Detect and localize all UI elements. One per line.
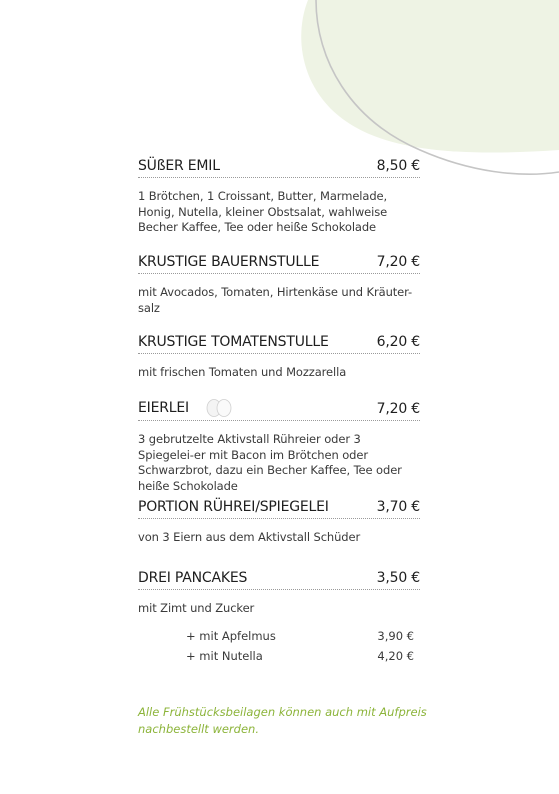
menu-item-portion-ruehrei (138, 499, 420, 570)
eggs-icon (205, 399, 233, 417)
extra-item-apfelmus (138, 629, 420, 644)
extra-price: 3,90 € (377, 628, 414, 643)
menu-item-name: SÜßER EMIL (138, 158, 220, 174)
menu-item-krustige-bauernstulle (138, 254, 420, 334)
menu-item-price: 3,70 € (376, 499, 420, 515)
breakfast-menu (138, 158, 420, 669)
menu-item-description: mit Zimt und Zucker (138, 601, 255, 615)
extras-list (138, 629, 420, 664)
menu-item-name: KRUSTIGE TOMATENSTULLE (138, 334, 329, 350)
footnote: Alle Frühstücksbeilagen können auch mit Aufpreis nachbestellt werden. (138, 705, 427, 736)
menu-item-name: PORTION RÜHREI/SPIEGELEI (138, 499, 329, 515)
menu-item-krustige-tomatenstulle (138, 334, 420, 399)
menu-item-header (138, 254, 420, 274)
menu-item-description: von 3 Eiern aus dem Aktivstall Schüder (138, 530, 361, 544)
menu-item-price: 8,50 € (376, 158, 420, 174)
menu-item-name: DREI PANCAKES (138, 570, 248, 586)
extra-price: 4,20 € (377, 648, 414, 663)
menu-item-header (138, 158, 420, 178)
menu-item-price: 7,20 € (376, 401, 420, 417)
menu-item-header (138, 570, 420, 590)
menu-item-description: 3 gebrutzelte Aktivstall Rühreier oder 3 Spiegelei-er mit Bacon im Brötchen oder Schwarzbrot, dazu ein Becher Kaffee, Tee oder heiße Schokolade (138, 432, 402, 493)
extra-label: + mit Nutella (186, 648, 263, 663)
extra-item-nutella (138, 649, 420, 664)
menu-item-name (138, 399, 233, 417)
menu-item-header (138, 334, 420, 354)
menu-item-name: KRUSTIGE BAUERNSTULLE (138, 254, 320, 270)
menu-item-name-text: EIERLEI (138, 400, 189, 416)
menu-item-description: 1 Brötchen, 1 Croissant, Butter, Marmelade, Honig, Nutella, kleiner Obstsalat, wahlweise Becher Kaffee, Tee oder heiße Schokolade (138, 189, 388, 234)
menu-item-price: 3,50 € (376, 570, 420, 586)
menu-item-description: mit Avocados, Tomaten, Hirtenkäse und Kräuter-salz (138, 285, 413, 315)
menu-item-description: mit frischen Tomaten und Mozzarella (138, 365, 347, 379)
menu-item-drei-pancakes (138, 570, 420, 664)
menu-item-header (138, 499, 420, 519)
menu-item-price: 6,20 € (376, 334, 420, 350)
extra-label: + mit Apfelmus (186, 628, 276, 643)
menu-item-price: 7,20 € (376, 254, 420, 270)
menu-item-header (138, 399, 420, 421)
menu-item-eierlei (138, 399, 420, 499)
menu-item-suesser-emil (138, 158, 420, 254)
